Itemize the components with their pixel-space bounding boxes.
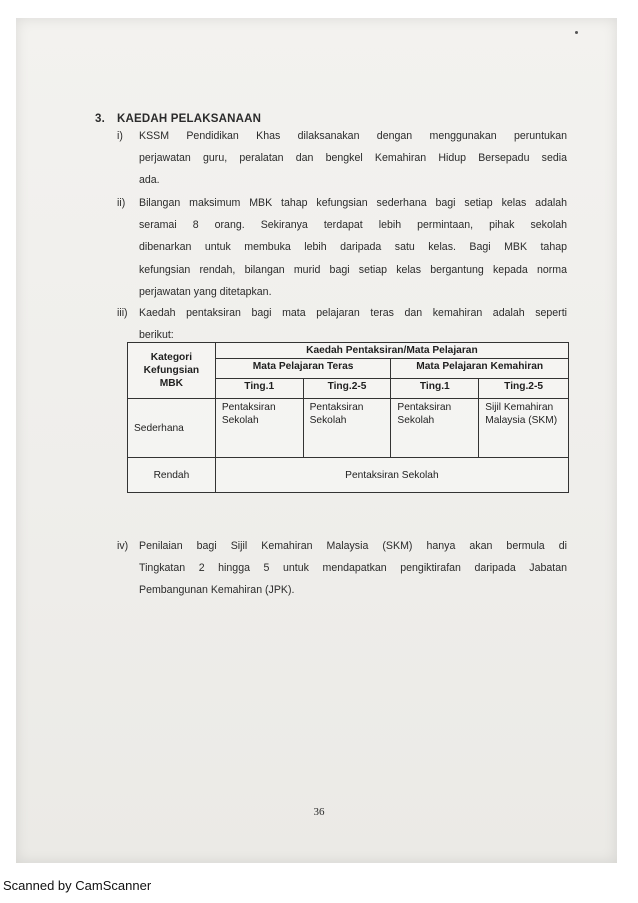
text-line: perjawatan yang ditetapkan. [139, 285, 272, 298]
subheader-cell: Ting.1 [215, 379, 303, 399]
group-header-teras: Mata Pelajaran Teras [215, 359, 391, 379]
subheader-cell: Ting.2-5 [479, 379, 569, 399]
category-header: Kategori Kefungsian MBK [128, 343, 216, 399]
assessment-method-table [127, 342, 569, 493]
item-numeral: iii) [117, 307, 128, 319]
item-numeral: ii) [117, 197, 126, 209]
text-line: berikut: [139, 329, 174, 342]
list-item-iii [117, 302, 567, 346]
main-header: Kaedah Pentaksiran/Mata Pelajaran [215, 343, 568, 359]
item-text [139, 125, 567, 192]
text-line: seramai 8 orang. Sekiranya terdapat lebih permintaan, pihak sekolah [139, 219, 567, 232]
section-title: KAEDAH PELAKSANAAN [117, 113, 262, 125]
text-line: Kaedah pentaksiran bagi mata pelajaran teras dan kemahiran adalah seperti [139, 307, 567, 319]
scan-speck [575, 31, 578, 34]
group-header-kemahiran: Mata Pelajaran Kemahiran [391, 359, 569, 379]
text-line: Tingkatan 2 hingga 5 untuk mendapatkan pengiktirafan daripada Jabatan [139, 562, 567, 575]
text-line: ada. [139, 174, 160, 187]
item-text [139, 535, 567, 602]
item-numeral: iv) [117, 540, 129, 552]
item-numeral: i) [117, 130, 123, 142]
table-row [128, 458, 569, 493]
text-line: dibenarkan untuk membuka lebih daripada satu kelas. Bagi MBK tahap [139, 241, 567, 254]
text-line: Penilaian bagi Sijil Kemahiran Malaysia (SKM) hanya akan bermula di [139, 540, 567, 552]
item-text [139, 302, 567, 346]
text-line: Bilangan maksimum MBK tahap kefungsian sederhana bagi setiap kelas adalah [139, 197, 567, 209]
text-line: Pembangunan Kemahiran (JPK). [139, 584, 295, 597]
scanner-watermark: Scanned by CamScanner [3, 878, 152, 893]
merged-cell: Pentaksiran Sekolah [215, 458, 568, 493]
subheader-cell: Ting.1 [391, 379, 479, 399]
text-line: perjawatan guru, peralatan dan bengkel Kemahiran Hidup Bersepadu sedia [139, 152, 567, 165]
text-line: KSSM Pendidikan Khas dilaksanakan dengan menggunakan peruntukan [139, 130, 567, 142]
table-cell: Pentaksiran Sekolah [215, 399, 303, 458]
table-cell: Pentaksiran Sekolah [391, 399, 479, 458]
page-number: 36 [313, 806, 325, 818]
table-cell: Sijil Kemahiran Malaysia (SKM) [479, 399, 569, 458]
subheader-cell: Ting.2-5 [303, 379, 391, 399]
category-cell: Rendah [128, 458, 216, 493]
table-row [128, 399, 569, 458]
table-header-row [128, 343, 569, 359]
section-heading [95, 113, 261, 125]
section-number: 3. [95, 113, 105, 125]
item-text [139, 192, 567, 303]
list-item-i [117, 125, 567, 192]
list-item-iv [117, 535, 567, 602]
list-item-ii [117, 192, 567, 303]
table-cell: Pentaksiran Sekolah [303, 399, 391, 458]
category-cell: Sederhana [128, 399, 216, 458]
text-line: kefungsian rendah, bilangan murid bagi setiap kelas bergantung kepada norma [139, 263, 567, 276]
